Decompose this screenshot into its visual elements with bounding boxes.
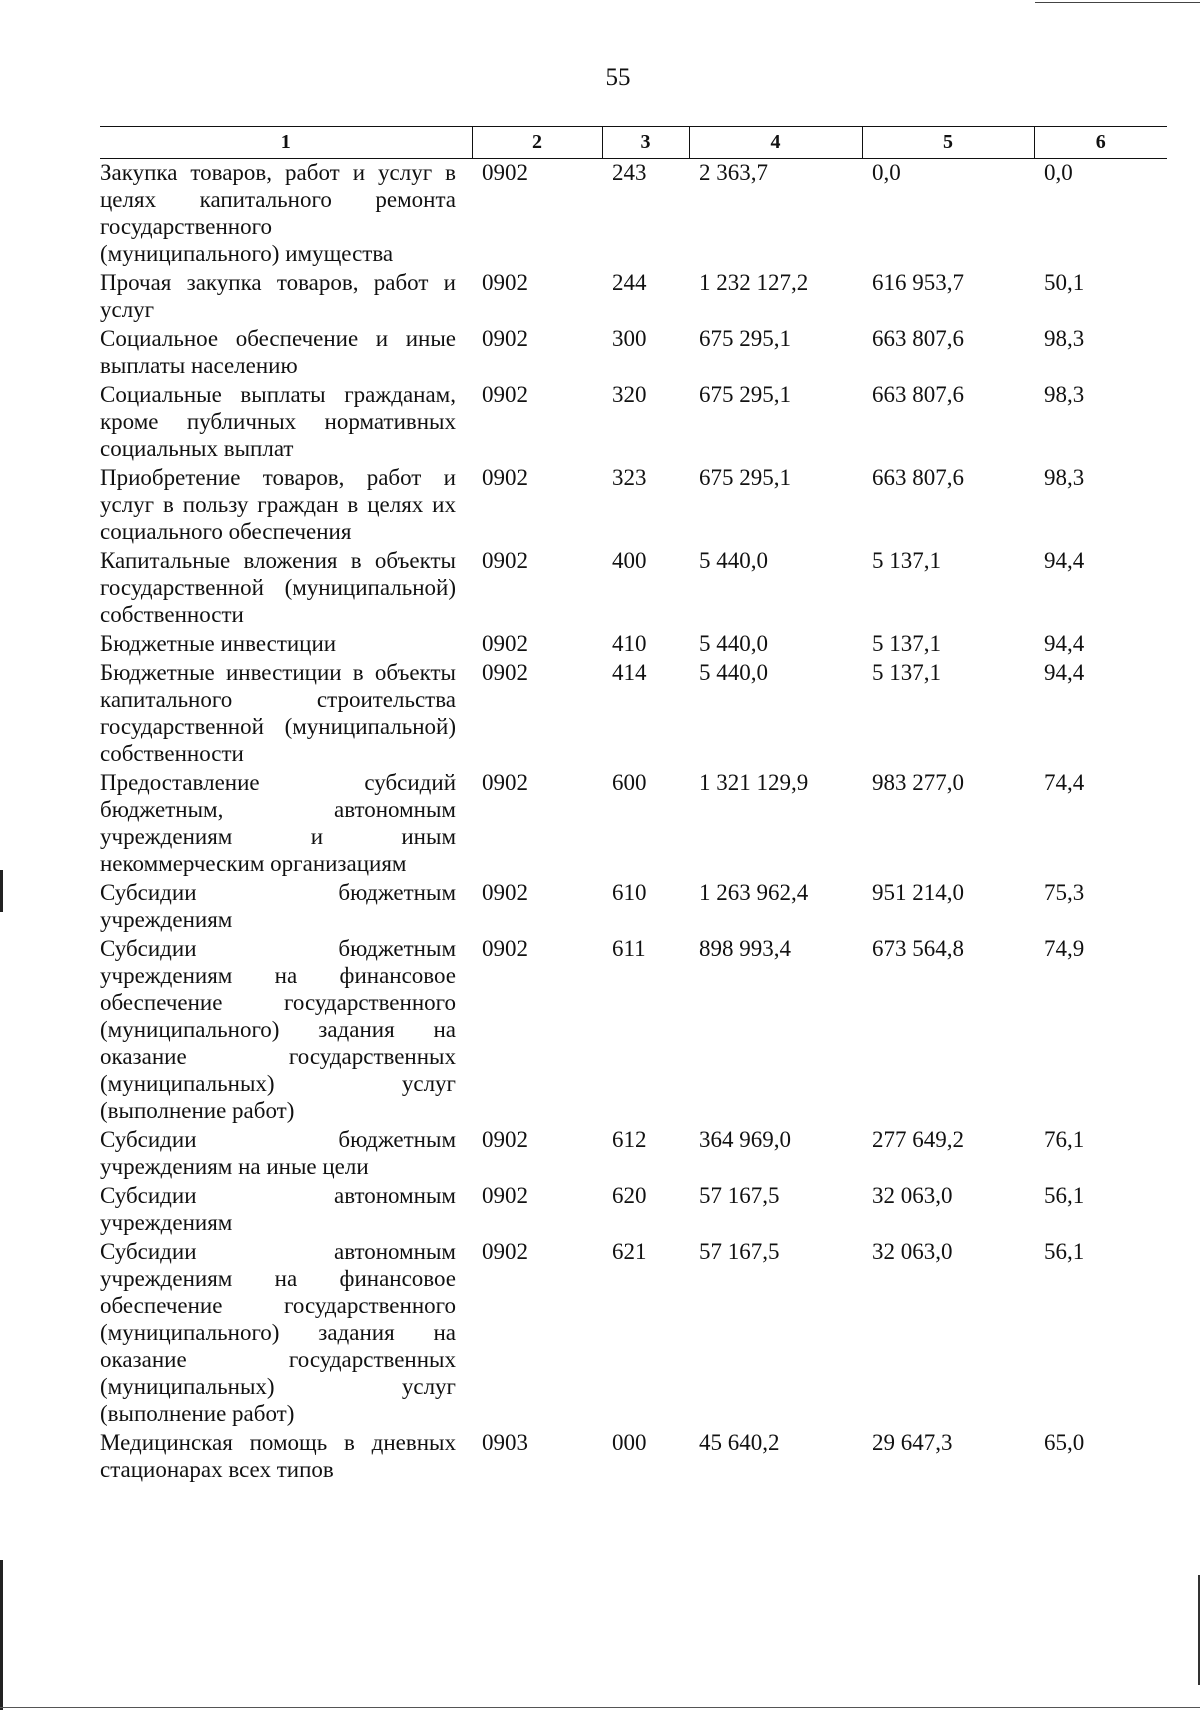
row-section: 0902 (482, 770, 528, 795)
table-row (100, 462, 1167, 545)
table-row (100, 628, 1167, 657)
row-type: 400 (612, 548, 647, 573)
row-name: Субсидии автономным учреждениям на финансовое обеспечение государственного (муниципального) задания на оказание государственных (муниципальных) услуг (выполнение работ) (100, 1239, 456, 1426)
row-name: Субсидии бюджетным учреждениям на иные цели (100, 1127, 456, 1179)
row-name: Приобретение товаров, работ и услуг в пользу граждан в целях их социального обеспечения (100, 465, 456, 544)
row-plan: 898 993,4 (699, 936, 791, 961)
row-plan: 1 263 962,4 (699, 880, 809, 905)
column-header: 2 (472, 127, 602, 159)
row-percent: 94,4 (1044, 548, 1085, 573)
row-name: Предоставление субсидий бюджетным, автономным учреждениям и иным некоммерческим организациям (100, 770, 456, 876)
table-row (100, 379, 1167, 462)
row-percent: 74,9 (1044, 936, 1085, 961)
row-type: 300 (612, 326, 647, 351)
row-type: 000 (612, 1430, 647, 1455)
row-actual: 277 649,2 (872, 1127, 964, 1152)
scan-edge-mark (0, 870, 3, 912)
row-name: Социальные выплаты гражданам, кроме публичных нормативных социальных выплат (100, 382, 456, 461)
row-plan: 1 232 127,2 (699, 270, 809, 295)
page-number: 55 (605, 64, 631, 91)
row-section: 0903 (482, 1430, 528, 1455)
row-section: 0902 (482, 548, 528, 573)
row-actual: 5 137,1 (872, 548, 941, 573)
row-name: Социальное обеспечение и иные выплаты населению (100, 326, 456, 378)
row-section: 0902 (482, 160, 528, 185)
row-percent: 98,3 (1044, 465, 1085, 490)
row-section: 0902 (482, 631, 528, 656)
table-body (100, 159, 1167, 1484)
table-row (100, 657, 1167, 767)
table-row (100, 159, 1167, 268)
row-percent: 98,3 (1044, 326, 1085, 351)
row-percent: 56,1 (1044, 1183, 1085, 1208)
table-row (100, 1236, 1167, 1427)
row-type: 323 (612, 465, 647, 490)
row-name: Бюджетные инвестиции (100, 631, 337, 656)
row-section: 0902 (482, 1183, 528, 1208)
row-name: Субсидии бюджетным учреждениям на финансовое обеспечение государственного (муниципального) задания на оказание государственных (муниципальных) услуг (выполнение работ) (100, 936, 456, 1123)
row-plan: 45 640,2 (699, 1430, 780, 1455)
row-plan: 675 295,1 (699, 382, 791, 407)
row-actual: 673 564,8 (872, 936, 964, 961)
row-plan: 5 440,0 (699, 548, 768, 573)
row-type: 320 (612, 382, 647, 407)
table-row (100, 1427, 1167, 1483)
row-section: 0902 (482, 660, 528, 685)
scan-edge-line (1035, 2, 1200, 3)
row-name: Закупка товаров, работ и услуг в целях капитального ремонта государственного (муниципального) имущества (100, 160, 456, 266)
row-actual: 5 137,1 (872, 660, 941, 685)
row-percent: 76,1 (1044, 1127, 1085, 1152)
row-name: Медицинская помощь в дневных стационарах всех типов (100, 1430, 456, 1482)
row-section: 0902 (482, 880, 528, 905)
scan-edge-line (0, 1707, 1200, 1708)
row-percent: 98,3 (1044, 382, 1085, 407)
column-header: 4 (689, 127, 862, 159)
row-actual: 32 063,0 (872, 1183, 953, 1208)
row-type: 600 (612, 770, 647, 795)
row-type: 620 (612, 1183, 647, 1208)
table-row (100, 933, 1167, 1124)
row-section: 0902 (482, 465, 528, 490)
row-plan: 5 440,0 (699, 660, 768, 685)
row-section: 0902 (482, 1127, 528, 1152)
column-header: 1 (100, 127, 472, 159)
row-type: 621 (612, 1239, 647, 1264)
row-actual: 616 953,7 (872, 270, 964, 295)
row-plan: 675 295,1 (699, 465, 791, 490)
column-header: 3 (602, 127, 689, 159)
row-name: Прочая закупка товаров, работ и услуг (100, 270, 456, 322)
row-type: 611 (612, 936, 646, 961)
row-actual: 951 214,0 (872, 880, 964, 905)
row-type: 244 (612, 270, 647, 295)
budget-table (100, 126, 1167, 1483)
row-name: Бюджетные инвестиции в объекты капитального строительства государственной (муниципальной) собственности (100, 660, 456, 766)
row-actual: 663 807,6 (872, 382, 964, 407)
table-row (100, 877, 1167, 933)
row-percent: 74,4 (1044, 770, 1085, 795)
row-type: 414 (612, 660, 647, 685)
row-actual: 5 137,1 (872, 631, 941, 656)
row-plan: 2 363,7 (699, 160, 768, 185)
row-percent: 0,0 (1044, 160, 1073, 185)
column-header: 5 (862, 127, 1034, 159)
row-section: 0902 (482, 936, 528, 961)
row-plan: 1 321 129,9 (699, 770, 809, 795)
row-actual: 983 277,0 (872, 770, 964, 795)
row-name: Субсидии бюджетным учреждениям (100, 880, 456, 932)
row-section: 0902 (482, 326, 528, 351)
row-actual: 32 063,0 (872, 1239, 953, 1264)
row-actual: 0,0 (872, 160, 901, 185)
table-row (100, 267, 1167, 323)
row-plan: 57 167,5 (699, 1239, 780, 1264)
row-percent: 94,4 (1044, 631, 1085, 656)
row-name: Капитальные вложения в объекты государственной (муниципальной) собственности (100, 548, 456, 627)
row-percent: 75,3 (1044, 880, 1085, 905)
row-section: 0902 (482, 382, 528, 407)
row-type: 610 (612, 880, 647, 905)
row-actual: 29 647,3 (872, 1430, 953, 1455)
table-row (100, 545, 1167, 628)
row-plan: 364 969,0 (699, 1127, 791, 1152)
column-header: 6 (1034, 127, 1167, 159)
row-actual: 663 807,6 (872, 465, 964, 490)
row-percent: 56,1 (1044, 1239, 1085, 1264)
row-section: 0902 (482, 270, 528, 295)
table-row (100, 323, 1167, 379)
row-type: 243 (612, 160, 647, 185)
row-type: 612 (612, 1127, 647, 1152)
row-plan: 57 167,5 (699, 1183, 780, 1208)
row-percent: 50,1 (1044, 270, 1085, 295)
row-percent: 94,4 (1044, 660, 1085, 685)
row-plan: 5 440,0 (699, 631, 768, 656)
row-percent: 65,0 (1044, 1430, 1085, 1455)
row-type: 410 (612, 631, 647, 656)
scan-edge-mark (0, 1560, 3, 1710)
row-name: Субсидии автономным учреждениям (100, 1183, 456, 1235)
table-row (100, 1180, 1167, 1236)
row-actual: 663 807,6 (872, 326, 964, 351)
row-section: 0902 (482, 1239, 528, 1264)
table-header-row (100, 127, 1167, 159)
table-row (100, 1124, 1167, 1180)
table-row (100, 767, 1167, 877)
row-plan: 675 295,1 (699, 326, 791, 351)
